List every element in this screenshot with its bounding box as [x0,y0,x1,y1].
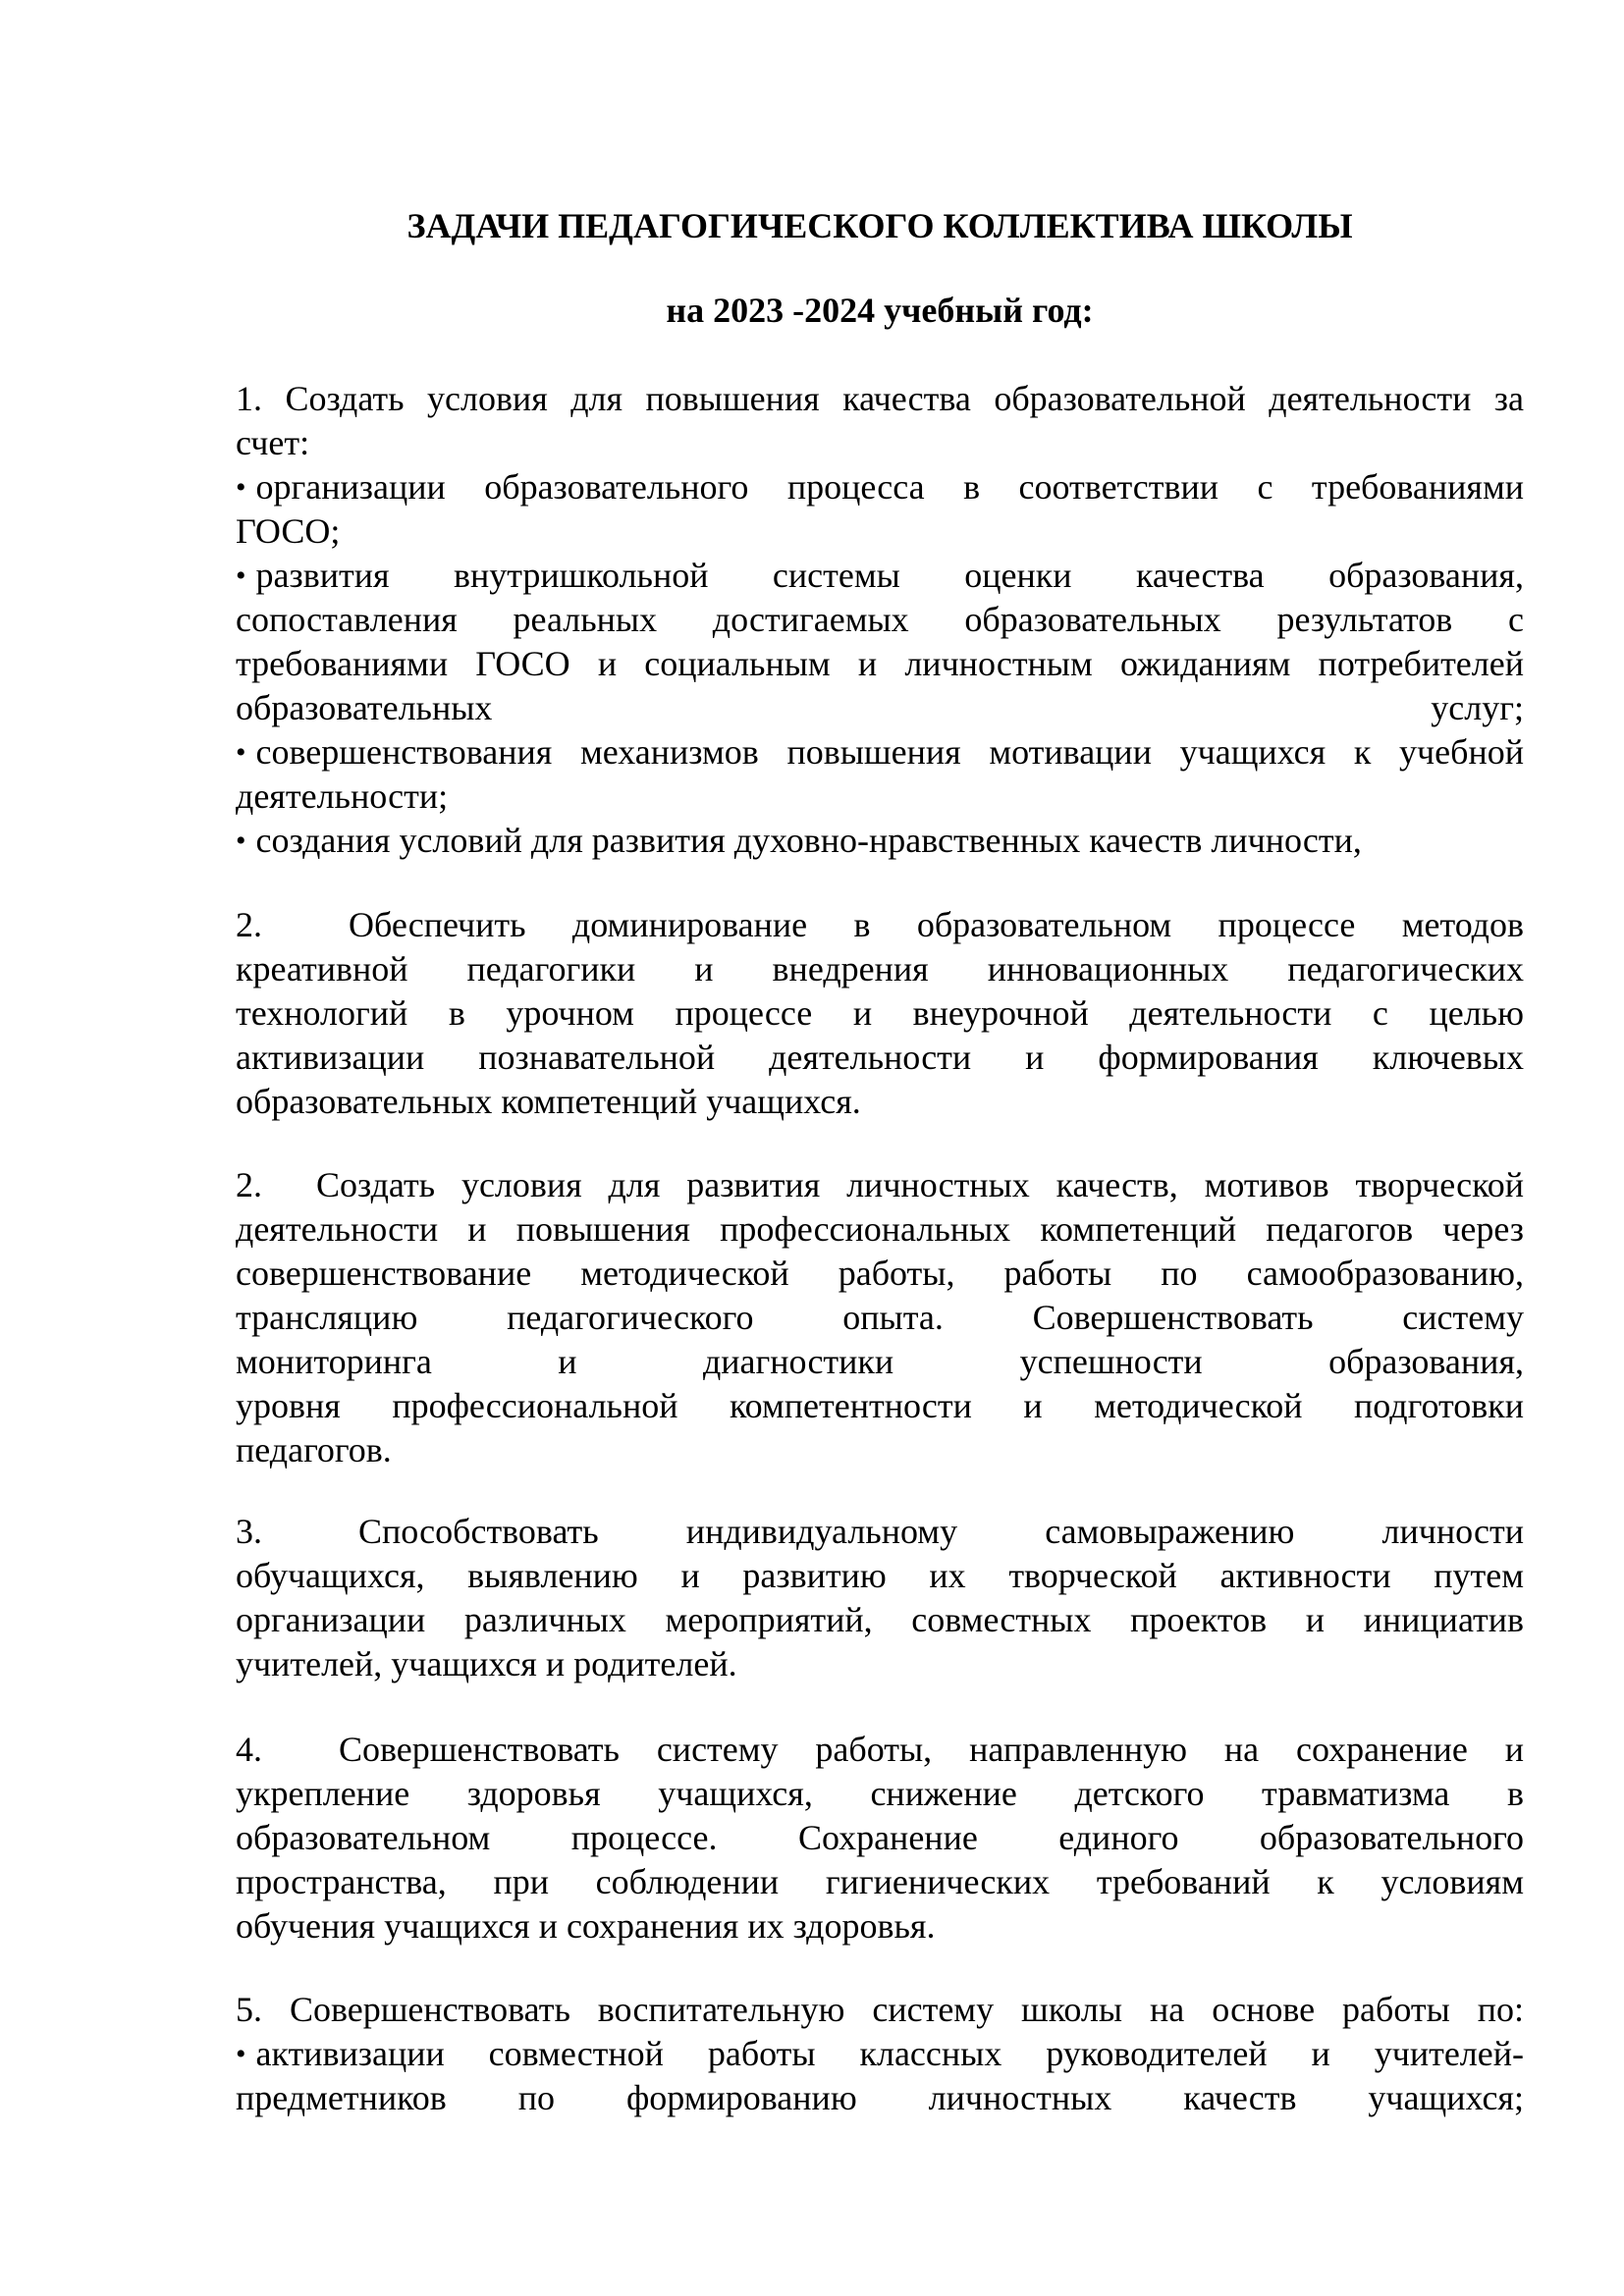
task-text: мониторинга и диагностики успешности образования, [236,1342,1524,1381]
bullet-item [236,554,1524,598]
bullet-text-cont: требованиями ГОСО и социальным и личностным ожиданиям потребителей [236,644,1524,683]
bullet-text-cont: ГОСО; [236,511,341,551]
bullet-text: организации образовательного процесса в соответствии с требованиями [255,467,1524,507]
bullet-item [236,730,1524,774]
task-text: креативной педагогики и внедрения инновационных педагогических [236,949,1524,988]
bullet-text-cont [236,686,1524,730]
task-text: трансляцию педагогического опыта. Совершенствовать систему [236,1298,1524,1337]
task-text: технологий в урочном процессе и внеурочной деятельности с целью [236,993,1524,1033]
bullet-text: развития внутришкольной системы оценки качества образования, [255,556,1524,595]
task-text: уровня профессиональной компетентности и методической подготовки [236,1386,1524,1425]
task-2 [236,903,1524,1124]
task-1-intro-line: счет: [236,423,310,462]
bullet-item [236,2032,1524,2076]
task-text: Совершенствовать систему работы, направленную на сохранение и [339,1730,1524,1769]
bullet-icon: • [236,560,246,592]
task-text: обучения учащихся и сохранения их здоровья. [236,1906,936,1946]
document-title: ЗАДАЧИ ПЕДАГОГИЧЕСКОГО КОЛЛЕКТИВА ШКОЛЫ [406,206,1353,245]
bullet-text-part: образовательных [236,688,493,727]
bullet-icon: • [236,736,246,769]
task-number: 2. [236,905,262,944]
bullet-item [236,819,1524,863]
bullet-text: создания условий для развития духовно-нравственных качеств личности, [255,821,1362,860]
task-1-intro-line: 1. Создать условия для повышения качества образовательной деятельности за [236,379,1524,418]
bullet-text-cont: деятельности; [236,776,449,816]
bullet-text: активизации совместной работы классных руководителей и учителей- [255,2034,1524,2073]
task-4-line [236,1728,1524,1772]
bullet-text-part: услуг; [1431,688,1524,727]
task-text: образовательном процессе. Сохранение единого образовательного [236,1818,1524,1857]
task-text: совершенствование методической работы, работы по самообразованию, [236,1254,1524,1293]
task-text: Создать условия для развития личностных качеств, мотивов творческой [316,1165,1524,1204]
task-2-line [236,903,1524,947]
document-subtitle: на 2023 -2024 учебный год: [666,291,1094,330]
task-number: 4. [236,1730,262,1769]
task-3 [236,1510,1524,1686]
task-4 [236,1728,1524,1949]
task-1 [236,377,1524,863]
task-text: Обеспечить доминирование в образовательном процессе методов [349,905,1524,944]
bullet-icon: • [236,825,246,857]
task-text: пространства, при соблюдении гигиенических требований к условиям [236,1862,1524,1901]
task-text: педагогов. [236,1430,392,1469]
task-text: активизации познавательной деятельности и формирования ключевых [236,1038,1524,1077]
task-3-line [236,1510,1524,1554]
bullet-text: совершенствования механизмов повышения мотивации учащихся к учебной [255,732,1524,772]
bullet-text-cont: сопоставления реальных достигаемых образовательных результатов с [236,600,1524,639]
task-2b-line [236,1163,1524,1207]
task-text: деятельности и повышения профессиональных компетенций педагогов через [236,1209,1524,1249]
bullet-item [236,465,1524,509]
task-number: 2. [236,1165,262,1204]
task-text: 5. Совершенствовать воспитательную систему школы на основе работы по: [236,1990,1524,2029]
bullet-icon: • [236,2038,246,2070]
task-text: образовательных компетенций учащихся. [236,1082,861,1121]
task-text: организации различных мероприятий, совместных проектов и инициатив [236,1600,1524,1639]
task-2b [236,1163,1524,1472]
bullet-icon: • [236,471,246,504]
task-text: учителей, учащихся и родителей. [236,1644,737,1683]
task-text: Способствовать индивидуальному самовыражению личности [358,1512,1524,1551]
task-text: обучащихся, выявлению и развитию их творческой активности путем [236,1556,1524,1595]
task-5 [236,1988,1524,2120]
task-number: 3. [236,1512,262,1551]
task-text: укрепление здоровья учащихся, снижение детского травматизма в [236,1774,1524,1813]
bullet-text-cont: предметников по формированию личностных качеств учащихся; [236,2078,1524,2117]
